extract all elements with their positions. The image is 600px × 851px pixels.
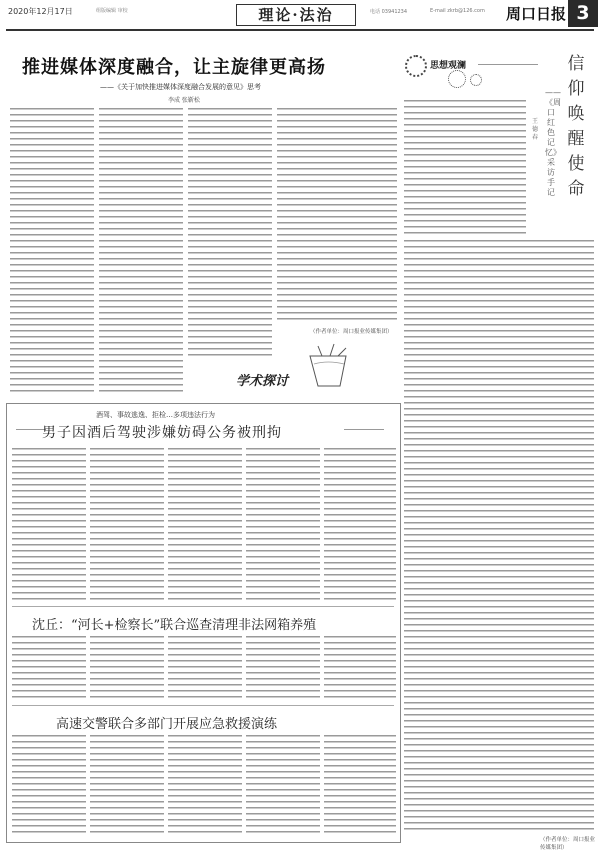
section-label-academic: 学术探讨 <box>236 374 289 389</box>
news-body-emergency-drill-3 <box>168 735 242 837</box>
page-header <box>0 0 600 30</box>
news-body-river-chief-1 <box>12 636 86 702</box>
article-signoff: （作者单位：周口报业传媒集团） <box>310 329 393 335</box>
news-divider <box>12 705 394 706</box>
article-author-media-fusion: 李成 张靳松 <box>168 97 200 104</box>
news-body-drunk-driving-4 <box>246 448 320 603</box>
article-body-column-4 <box>277 108 397 323</box>
issue-date: 2020年12月17日 <box>8 7 73 16</box>
column-logo-label: 思想观澜 <box>430 61 467 71</box>
news-body-emergency-drill-4 <box>246 735 320 837</box>
news-body-drunk-driving-5 <box>324 448 396 603</box>
editor-note: 组版编辑 审校 <box>96 8 128 14</box>
news-body-emergency-drill-5 <box>324 735 396 837</box>
news-body-emergency-drill-2 <box>90 735 164 837</box>
contact-phone: 电话 03941234 <box>370 9 408 15</box>
news-body-river-chief-4 <box>246 636 320 702</box>
news-body-river-chief-2 <box>90 636 164 702</box>
pen-holder-illustration <box>300 346 380 390</box>
column-author: 王德春 <box>531 118 538 141</box>
section-title: 理论·法治 <box>236 4 356 26</box>
news-title-drunk-driving: 男子因酒后驾驶涉嫌妨碍公务被刑拘 <box>42 425 282 441</box>
header-divider <box>6 29 594 31</box>
news-divider <box>12 606 394 607</box>
news-title-river-chief: 沈丘：“河长+检察长”联合巡查清理非法网箱养殖 <box>32 618 317 633</box>
page-number: 3 <box>568 0 598 27</box>
decoration-dots-icon <box>470 74 482 86</box>
contact-email: E-mail zkrb@126.com <box>430 8 485 14</box>
column-title: 信仰唤醒使命 <box>567 54 585 199</box>
news-body-river-chief-5 <box>324 636 396 702</box>
news-body-river-chief-3 <box>168 636 242 702</box>
column-body-main <box>404 240 594 830</box>
news-body-drunk-driving-1 <box>12 448 86 603</box>
news-body-drunk-driving-2 <box>90 448 164 603</box>
article-subtitle-media-fusion: ——《关于加快推进媒体深度融合发展的意见》思考 <box>100 83 261 91</box>
news-kicker-drunk-driving: 酒驾、事故逃逸、拒检…多项违法行为 <box>96 411 215 419</box>
title-rule-right <box>344 429 384 430</box>
column-subtitle: ——《周口红色记忆》采访手记 <box>545 88 561 197</box>
column-logo-icon <box>405 55 427 77</box>
news-title-emergency-drill: 高速交警联合多部门开展应急救援演练 <box>56 717 278 732</box>
news-body-drunk-driving-3 <box>168 448 242 603</box>
article-body-column-3 <box>188 108 272 358</box>
column-logo-rule <box>478 64 538 65</box>
column-body-intro <box>404 100 526 235</box>
article-body-column-2 <box>99 108 183 394</box>
decoration-dots-icon <box>448 70 466 88</box>
article-body-column-1 <box>10 108 94 394</box>
newspaper-name: 周口日报 <box>506 5 567 23</box>
news-body-emergency-drill-1 <box>12 735 86 837</box>
article-title-media-fusion: 推进媒体深度融合，让主旋律更高扬 <box>22 57 326 78</box>
column-signoff: （作者单位：周口报业传媒集团） <box>540 837 596 851</box>
